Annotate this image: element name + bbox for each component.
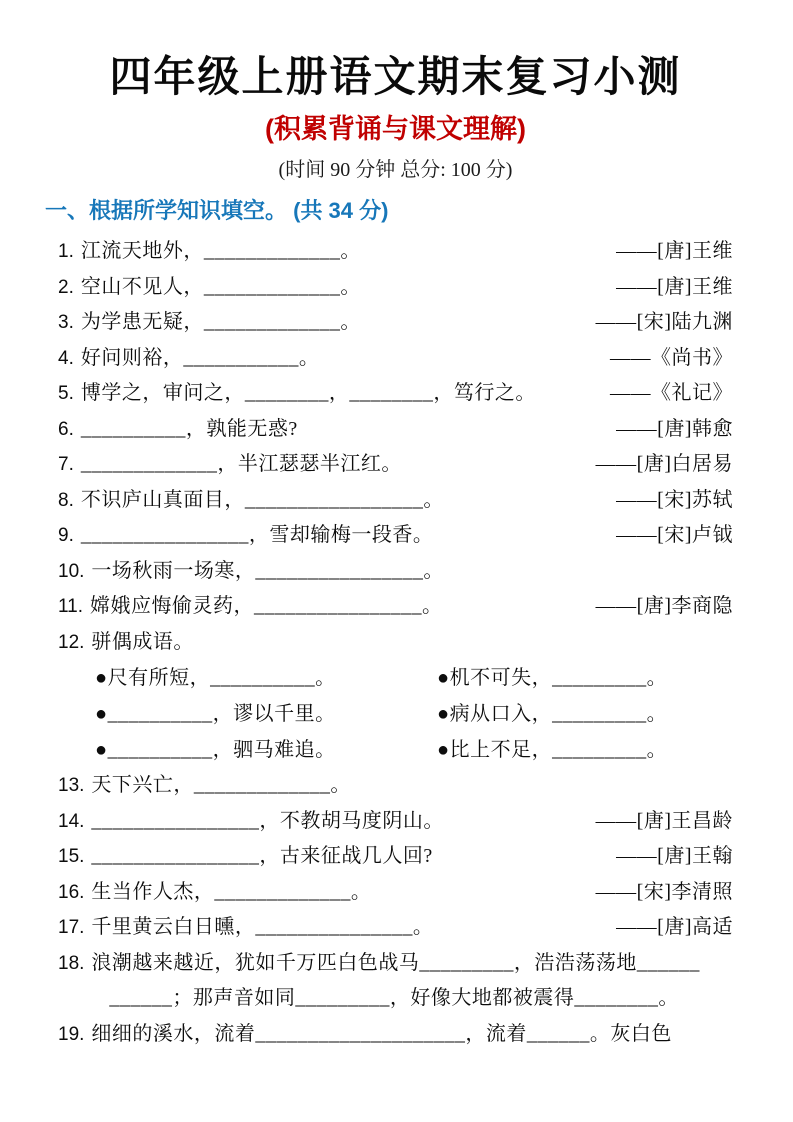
question-number: 11.: [58, 596, 84, 617]
page-title: 四年级上册语文期末复习小测: [109, 53, 682, 100]
question-text: 好问则裕，___________。: [80, 346, 320, 369]
question-number: 14.: [58, 810, 85, 832]
question-source: ——[唐]李商隐: [595, 595, 733, 617]
question-line: ______；那声音如同_________，好像大地都被震得________。: [109, 987, 679, 1009]
question-number: 17.: [58, 917, 85, 938]
question-text: 细细的溪水，流着____________________，流着______。灰白色: [91, 1022, 672, 1045]
question-number: 4.: [58, 347, 74, 369]
question-number: 7.: [58, 454, 74, 475]
question-row: [58, 341, 733, 377]
question-source: ——[唐]王昌龄: [595, 809, 733, 832]
idiom-pair-item: ●__________，驷马难追。: [95, 739, 336, 761]
idiom-pair-item: ●比上不足，_________。: [437, 739, 668, 761]
question-list: [58, 234, 733, 1052]
question-row: [58, 875, 733, 911]
question-source: ——[唐]韩愈: [616, 417, 733, 440]
question-text: __________，孰能无惑?: [80, 417, 298, 440]
question-number: 1.: [58, 241, 74, 262]
question-text: 天下兴亡，_____________。: [91, 774, 351, 796]
question-number: 5.: [58, 383, 74, 404]
question-text: ________________，不教胡马度阴山。: [91, 809, 444, 832]
question-row: [58, 910, 733, 946]
question-row: [58, 804, 733, 840]
question-row: [58, 554, 733, 590]
question-row: [58, 768, 733, 804]
page-subtitle: (积累背诵与课文理解): [265, 114, 526, 144]
question-text: 骈偶成语。: [91, 630, 194, 653]
question-row: [58, 376, 733, 412]
question-number: 10.: [58, 560, 85, 582]
question-number: 16.: [58, 881, 85, 903]
question-source: ——[唐]高适: [616, 916, 733, 938]
question-text: [91, 946, 733, 1017]
question-number: 6.: [58, 418, 74, 440]
question-row: [58, 305, 733, 341]
question-text: 空山不见人，_____________。: [80, 275, 361, 298]
question-source: ——[宋]卢钺: [616, 524, 733, 546]
question-number: 9.: [58, 525, 74, 546]
question-source: ——《尚书》: [610, 346, 733, 369]
question-number: 15.: [58, 846, 85, 867]
question-text: 生当作人杰，_____________。: [91, 880, 372, 903]
question-text: ________________，古来征战几人回?: [91, 845, 433, 867]
question-text: 为学患无疑，_____________。: [80, 311, 361, 333]
question-source: ——[唐]王维: [616, 240, 733, 262]
question-text: 江流天地外，_____________。: [80, 240, 361, 262]
idiom-pair-item: ●__________，谬以千里。: [95, 703, 336, 725]
question-source: ——[唐]王维: [616, 275, 733, 298]
exam-time-score-info: (时间 90 分钟 总分: 100 分): [278, 159, 513, 181]
question-row: [58, 518, 733, 554]
question-text: 博学之，审问之，________，________，笃行之。: [80, 382, 536, 404]
question-row: [58, 483, 733, 519]
question-number: 8.: [58, 489, 74, 511]
question-row: [58, 270, 733, 306]
question-number: 19.: [58, 1023, 85, 1045]
question-source: ——[宋]陆九渊: [595, 311, 733, 333]
question-source: ——《礼记》: [610, 382, 733, 404]
question-line: 浪潮越来越近，犹如千万匹白色战马_________，浩浩荡荡地______: [91, 951, 700, 974]
question-row: [58, 412, 733, 448]
idiom-pair-item: ●机不可失，_________。: [437, 667, 668, 689]
question-number: 18.: [58, 952, 85, 974]
question-source: ——[宋]李清照: [595, 880, 733, 903]
question-row: [58, 1017, 733, 1053]
idiom-pairs: [95, 660, 733, 768]
question-source: ——[唐]王翰: [616, 845, 733, 867]
question-number: 13.: [58, 775, 85, 796]
question-number: 2.: [58, 276, 74, 298]
section-1-heading: 一、根据所学知识填空。 (共 34 分): [45, 198, 389, 223]
question-source: ——[唐]白居易: [595, 453, 733, 475]
question-text: 嫦娥应悔偷灵药，________________。: [90, 595, 443, 617]
question-row: [58, 447, 733, 483]
question-row: [58, 839, 733, 875]
question-row: [58, 589, 733, 625]
question-row: [58, 234, 733, 270]
question-source: ——[宋]苏轼: [616, 488, 733, 511]
question-text: _____________，半江瑟瑟半江红。: [80, 453, 402, 475]
question-number: 3.: [58, 312, 74, 333]
question-row: [58, 625, 733, 661]
question-text: 千里黄云白日曛，_______________。: [91, 916, 434, 938]
question-text: 一场秋雨一场寒，________________。: [91, 559, 444, 582]
idiom-pair-item: ●尺有所短，__________。: [95, 667, 336, 689]
question-text: 不识庐山真面目，_________________。: [80, 488, 444, 511]
question-number: 12.: [58, 631, 85, 653]
question-row: [58, 946, 733, 1017]
idiom-pair-item: ●病从口入，_________。: [437, 703, 668, 725]
question-text: ________________，雪却输梅一段香。: [80, 524, 434, 546]
